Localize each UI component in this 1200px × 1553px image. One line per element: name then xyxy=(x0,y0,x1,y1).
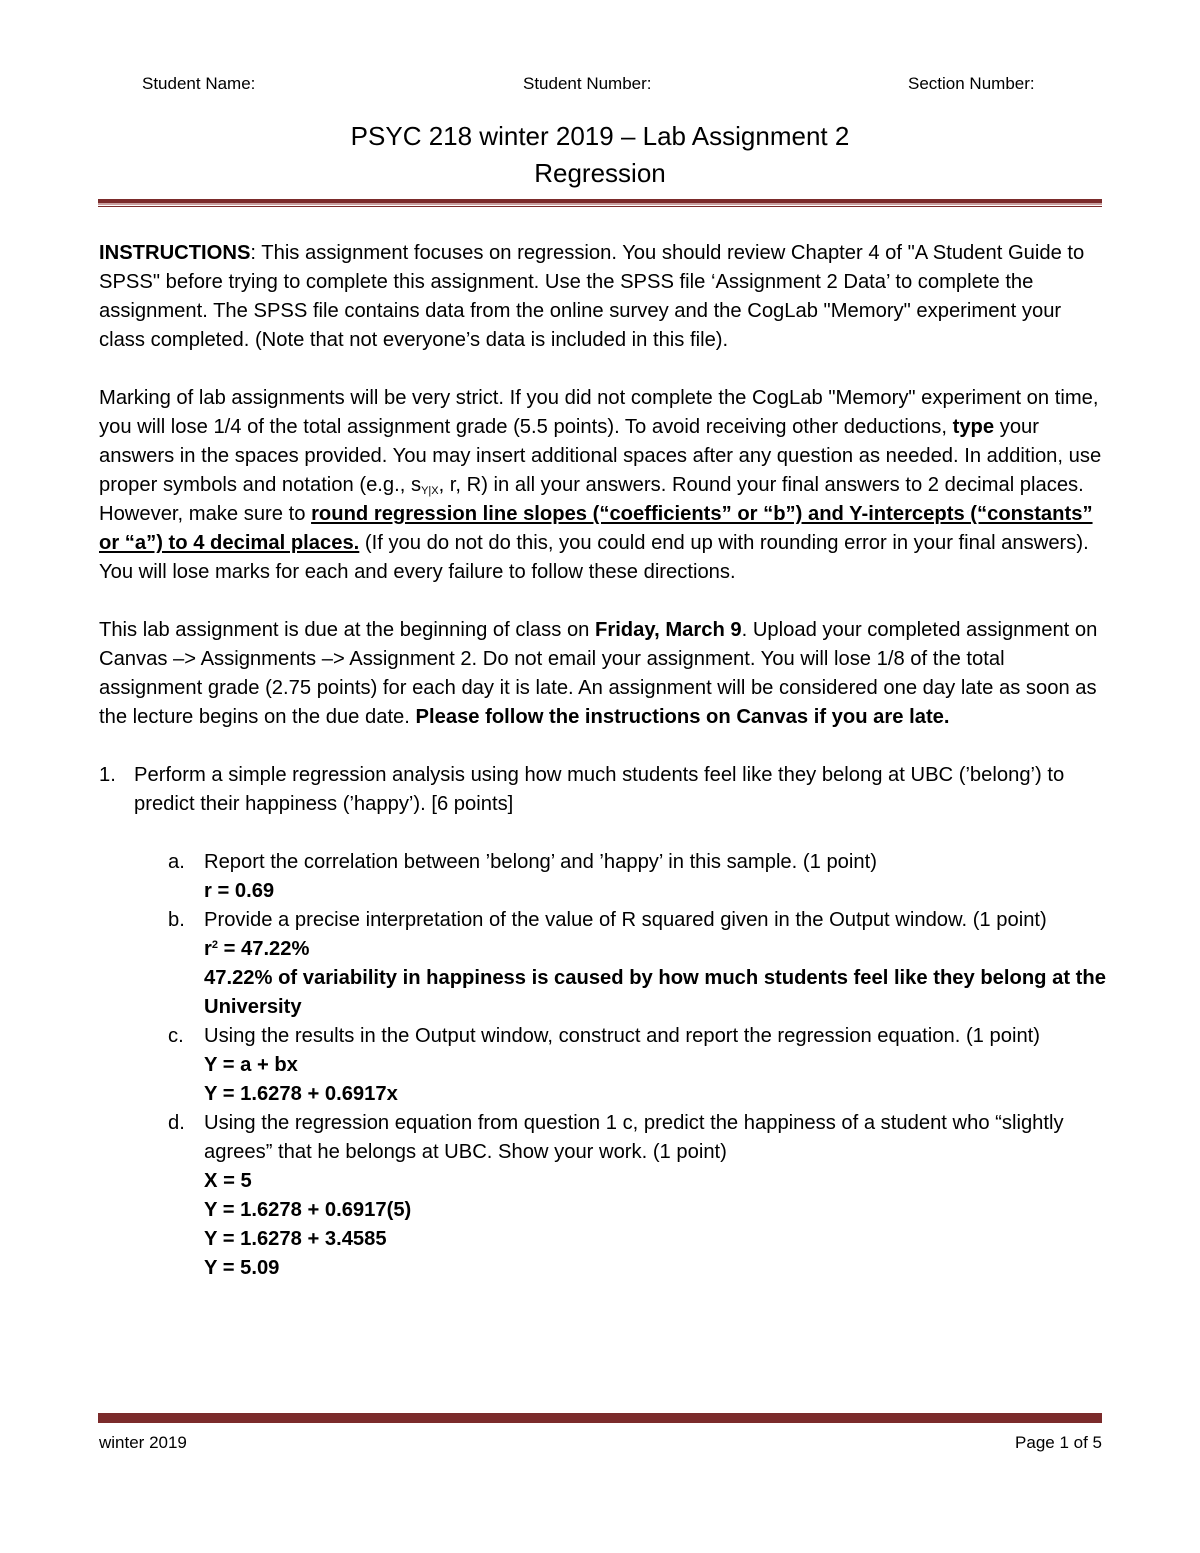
part-text: Using the regression equation from question 1 c, predict the happiness of a student who “slightly agrees” that he belongs at UBC. Show your work. (1 point) xyxy=(204,1112,1064,1163)
student-name-label: Student Name: xyxy=(142,74,256,93)
answer-line xyxy=(204,935,1109,964)
part-text: Report the correlation between ’belong’ and ’happy’ in this sample. (1 point) xyxy=(204,851,877,873)
marking-text-2: your answers in the spaces provided. You may insert additional spaces after any question as needed. In addition, use proper symbols and notation (e.g., s xyxy=(99,416,1102,496)
late-instructions: Please follow the instructions on Canvas if you are late. xyxy=(415,706,950,728)
answer-line: Y = 5.09 xyxy=(204,1257,280,1279)
footer-term: winter 2019 xyxy=(99,1433,187,1452)
marking-type-word: type xyxy=(952,416,995,438)
section-number-label: Section Number: xyxy=(908,74,1035,93)
marking-text-1: Marking of lab assignments will be very strict. If you did not complete the CogLab "Memory" experiment on time, you will lose 1/4 of the total assignment grade (5.5 points). To avoid receiving other deductions, xyxy=(99,387,1099,438)
answer-line: Y = 1.6278 + 0.6917x xyxy=(204,1083,398,1105)
instructions-label: INSTRUCTIONS xyxy=(99,242,251,264)
part-letter: d. xyxy=(168,1112,185,1134)
answer-line: Y = 1.6278 + 0.6917(5) xyxy=(204,1199,412,1221)
footer-divider xyxy=(98,1413,1102,1423)
part-letter: c. xyxy=(168,1025,184,1047)
marking-text-3: , r, R) in all your answers. Round your final answers to 2 decimal places. However, make sure to xyxy=(99,474,1084,525)
question-part-a xyxy=(168,848,1109,906)
document-body xyxy=(99,239,1109,1312)
part-letter: a. xyxy=(168,851,185,873)
due-date: Friday, March 9 xyxy=(595,619,742,641)
instructions-paragraph xyxy=(99,239,1109,355)
question-text: Perform a simple regression analysis using how much students feel like they belong at UBC (’belong’) to predict their happiness (’happy’). [6 points] xyxy=(134,764,1065,815)
header-divider xyxy=(98,199,1102,205)
r-symbol: r xyxy=(204,938,212,960)
answer-line: X = 5 xyxy=(204,1170,252,1192)
marking-text-4: (If you do not do this, you could end up with rounding error in your final answers). You will lose marks for each and every failure to follow these directions. xyxy=(99,532,1089,583)
due-date-paragraph xyxy=(99,616,1109,732)
part-letter: b. xyxy=(168,909,185,931)
notation-subscript: Y|X xyxy=(421,485,439,497)
question-parts xyxy=(168,848,1109,1283)
r-squared-value: = 47.22% xyxy=(217,938,310,960)
part-text: Provide a precise interpretation of the value of R squared given in the Output window. (1 point) xyxy=(204,909,1047,931)
marking-paragraph xyxy=(99,384,1109,587)
due-text-1: This lab assignment is due at the beginning of class on xyxy=(99,619,596,641)
answer-line: Y = a + bx xyxy=(204,1054,298,1076)
rounding-rule-emphasis: round regression line slopes (“coefficients” or “b”) and Y-intercepts (“constants” or “a”) to 4 decimal places. xyxy=(99,503,1093,554)
question-1 xyxy=(99,761,1109,1283)
part-text: Using the results in the Output window, construct and report the regression equation. (1 point) xyxy=(204,1025,1041,1047)
student-info-header xyxy=(0,74,1200,100)
question-part-c xyxy=(168,1022,1109,1109)
answer-line: Y = 1.6278 + 3.4585 xyxy=(204,1228,387,1250)
document-title: PSYC 218 winter 2019 – Lab Assignment 2 xyxy=(350,121,850,151)
question-part-b xyxy=(168,906,1109,1022)
student-number-label: Student Number: xyxy=(523,74,652,93)
question-part-d xyxy=(168,1109,1109,1283)
due-text-2: . Upload your completed assignment on Canvas –> Assignments –> Assignment 2. Do not email your assignment. You will lose 1/8 of the total assignment grade (2.75 points) for each day it is late. An assignment will be considered one day late as soon as the lecture begins on the due date. xyxy=(99,619,1098,728)
document-subtitle: Regression xyxy=(534,158,666,188)
page-number: Page 1 of 5 xyxy=(1015,1433,1102,1452)
instructions-text: : This assignment focuses on regression. You should review Chapter 4 of "A Student Guide to SPSS" before trying to complete this assignment. Use the SPSS file ‘Assignment 2 Data’ to complete the assignment. The SPSS file contains data from the online survey and the CogLab "Memory" experiment your class completed. (Note that not everyone’s data is included in this file). xyxy=(99,242,1085,351)
squared-superscript: 2 xyxy=(211,939,218,951)
question-number: 1. xyxy=(99,764,116,786)
answer-line: r = 0.69 xyxy=(204,880,275,902)
answer-line: 47.22% of variability in happiness is caused by how much students feel like they belong at the University xyxy=(204,967,1106,1018)
